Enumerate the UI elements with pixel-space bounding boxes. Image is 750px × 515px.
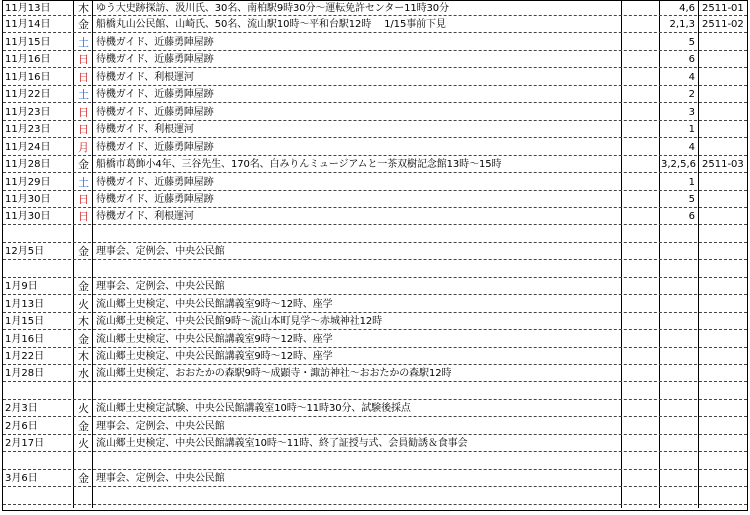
weekday-cell: 火 xyxy=(78,437,89,451)
date-cell: 1月13日 xyxy=(5,298,45,310)
date-cell: 12月5日 xyxy=(5,246,45,258)
event-code-cell xyxy=(700,140,747,156)
notes-cell xyxy=(623,349,659,365)
table-row xyxy=(3,52,747,68)
date-cell: 11月14日 xyxy=(5,19,51,31)
event-code-cell xyxy=(700,366,747,382)
notes-cell xyxy=(623,35,659,51)
date-cell: 1月22日 xyxy=(5,351,45,362)
event-code-cell xyxy=(700,209,747,225)
schedule-table xyxy=(2,0,748,511)
date-cell: 1月28日 xyxy=(5,368,45,380)
table-row xyxy=(3,157,747,173)
notes-cell xyxy=(623,227,659,243)
date-cell: 11月23日 xyxy=(5,124,51,136)
weekday-cell: 金 xyxy=(78,18,89,32)
group-numbers-cell xyxy=(661,384,697,400)
event-description-cell: 待機ガイド、近藤勇陣屋跡 xyxy=(96,106,214,118)
event-code-cell: 2511-03 xyxy=(702,159,744,171)
event-description-cell: 流山郷土史検定、中央公民館講義室10時～11時、終了証授与式、会員勧誘＆食事会 xyxy=(96,438,468,450)
notes-cell xyxy=(623,314,659,330)
event-code-cell xyxy=(700,471,747,487)
group-numbers-cell xyxy=(661,489,697,505)
weekday-cell: 土 xyxy=(78,35,89,49)
table-row xyxy=(3,297,747,313)
group-numbers-cell xyxy=(661,279,697,295)
event-description-cell: 理事会、定例会、中央公民館 xyxy=(96,473,225,485)
group-numbers-cell: 1 xyxy=(688,176,695,188)
event-description-cell: 待機ガイド、近藤勇陣屋跡 xyxy=(96,54,214,66)
weekday-cell: 月 xyxy=(78,140,89,154)
notes-cell xyxy=(623,366,659,382)
group-numbers-cell xyxy=(661,349,697,365)
event-code-cell xyxy=(700,175,747,191)
weekday-cell: 金 xyxy=(78,332,89,346)
event-description-cell: ゆう大史跡探訪、汲川氏、30名、南柏駅9時30分～運転免許センター11時30分 xyxy=(96,3,449,14)
notes-cell xyxy=(623,17,659,33)
table-row xyxy=(3,175,747,191)
table-row xyxy=(3,419,747,435)
date-cell: 11月30日 xyxy=(5,211,51,223)
table-row xyxy=(3,70,747,86)
weekday-cell: 日 xyxy=(78,210,89,224)
weekday-cell: 火 xyxy=(78,402,89,416)
event-code-cell xyxy=(700,244,747,260)
date-cell: 2月6日 xyxy=(5,420,38,432)
event-code-cell xyxy=(700,279,747,295)
event-code-cell xyxy=(700,419,747,435)
event-code-cell xyxy=(700,70,747,86)
event-code-cell xyxy=(700,227,747,243)
table-row xyxy=(3,192,747,208)
date-cell xyxy=(3,384,73,400)
notes-cell xyxy=(623,157,659,173)
notes-cell xyxy=(623,454,659,470)
weekday-cell xyxy=(75,262,92,278)
date-cell: 2月3日 xyxy=(5,403,38,415)
date-cell xyxy=(3,454,73,470)
event-code-cell xyxy=(700,35,747,51)
weekday-cell: 日 xyxy=(78,53,89,67)
event-code-cell xyxy=(700,384,747,400)
group-numbers-cell: 4 xyxy=(688,71,695,83)
weekday-cell: 木 xyxy=(78,315,89,329)
event-description-cell: 待機ガイド、近藤勇陣屋跡 xyxy=(96,193,214,205)
event-description-cell: 流山郷土史検定、おおたかの森駅9時～成顕寺・諏訪神社～おおたかの森駅12時 xyxy=(96,368,452,380)
date-cell: 2月17日 xyxy=(5,438,45,450)
group-numbers-cell xyxy=(661,419,697,435)
weekday-cell: 火 xyxy=(78,297,89,311)
weekday-cell: 木 xyxy=(78,2,89,15)
event-description-cell: 理事会、定例会、中央公民館 xyxy=(96,281,225,293)
table-row xyxy=(3,105,747,121)
event-code-cell xyxy=(700,122,747,138)
weekday-cell: 土 xyxy=(78,175,89,189)
group-numbers-cell xyxy=(661,366,697,382)
event-description-cell: 流山郷土史検定、中央公民館9時～流山本町見学～赤城神社12時 xyxy=(96,316,383,328)
notes-cell xyxy=(623,52,659,68)
notes-cell xyxy=(623,122,659,138)
table-row xyxy=(3,209,747,225)
group-numbers-cell xyxy=(661,314,697,330)
group-numbers-cell xyxy=(661,471,697,487)
date-cell: 11月16日 xyxy=(5,54,51,66)
date-cell: 11月22日 xyxy=(5,89,51,101)
event-description-cell: 理事会、定例会、中央公民館 xyxy=(96,246,225,258)
group-numbers-cell: 2 xyxy=(688,89,695,101)
event-description-cell xyxy=(94,262,621,278)
notes-cell xyxy=(623,384,659,400)
weekday-cell: 日 xyxy=(78,105,89,119)
weekday-cell: 木 xyxy=(78,350,89,363)
table-row xyxy=(3,122,747,138)
notes-cell xyxy=(623,489,659,505)
date-cell: 1月9日 xyxy=(5,281,38,293)
group-numbers-cell xyxy=(661,454,697,470)
group-numbers-cell: 2,1,3 xyxy=(669,19,695,31)
date-cell: 11月28日 xyxy=(5,159,51,171)
table-row xyxy=(3,332,747,348)
event-description-cell: 船橋市葛飾小4年、三谷先生、170名、白みりんミュージアムと一茶双樹記念館13時～15時 xyxy=(96,159,502,171)
group-numbers-cell xyxy=(661,262,697,278)
notes-cell xyxy=(623,297,659,313)
weekday-cell: 金 xyxy=(78,245,89,259)
date-cell: 3月6日 xyxy=(5,473,38,485)
weekday-cell xyxy=(75,489,92,505)
event-description-cell: 流山郷土史検定、中央公民館講義室9時～12時、座学 xyxy=(96,333,333,345)
notes-cell xyxy=(623,87,659,103)
table-row xyxy=(3,227,747,243)
weekday-cell xyxy=(75,454,92,470)
event-description-cell xyxy=(94,384,621,400)
group-numbers-cell xyxy=(661,297,697,313)
weekday-cell: 日 xyxy=(78,192,89,206)
event-code-cell xyxy=(700,297,747,313)
notes-cell xyxy=(623,140,659,156)
group-numbers-cell: 6 xyxy=(688,211,695,223)
date-cell: 11月24日 xyxy=(5,141,51,153)
event-code-cell xyxy=(700,105,747,121)
event-description-cell: 流山郷土史検定試験、中央公民館講義室10時～11時30分、試験後採点 xyxy=(96,403,411,415)
event-description-cell xyxy=(94,454,621,470)
group-numbers-cell xyxy=(661,244,697,260)
notes-cell xyxy=(623,105,659,121)
event-code-cell xyxy=(700,332,747,348)
weekday-cell xyxy=(75,384,92,400)
event-description-cell: 待機ガイド、近藤勇陣屋跡 xyxy=(96,36,214,48)
event-description-cell: 流山郷土史検定、中央公民館講義室9時～12時、座学 xyxy=(96,351,333,362)
date-cell: 11月15日 xyxy=(5,36,51,48)
group-numbers-cell: 6 xyxy=(688,54,695,66)
table-row xyxy=(3,401,747,417)
event-description-cell: 流山郷土史検定、中央公民館講義室9時～12時、座学 xyxy=(96,298,333,310)
notes-cell xyxy=(623,175,659,191)
date-cell xyxy=(3,262,73,278)
table-row xyxy=(3,244,747,260)
event-code-cell: 2511-02 xyxy=(702,19,744,31)
date-cell: 11月16日 xyxy=(5,71,51,83)
table-row xyxy=(3,314,747,330)
group-numbers-cell: 5 xyxy=(688,36,695,48)
weekday-cell: 金 xyxy=(78,280,89,294)
event-description-cell: 待機ガイド、利根運河 xyxy=(96,71,194,83)
notes-cell xyxy=(623,419,659,435)
table-row xyxy=(3,489,747,505)
notes-cell xyxy=(623,192,659,208)
date-cell xyxy=(3,227,73,243)
event-description-cell: 待機ガイド、近藤勇陣屋跡 xyxy=(96,176,214,188)
notes-cell xyxy=(623,332,659,348)
event-code-cell xyxy=(700,489,747,505)
group-numbers-cell xyxy=(661,227,697,243)
table-row xyxy=(3,349,747,365)
table-row xyxy=(3,17,747,33)
weekday-cell: 金 xyxy=(78,158,89,172)
event-description-cell: 待機ガイド、近藤勇陣屋跡 xyxy=(96,141,214,153)
event-code-cell xyxy=(700,87,747,103)
notes-cell xyxy=(623,209,659,225)
date-cell: 11月13日 xyxy=(5,3,51,14)
notes-cell xyxy=(623,401,659,417)
notes-cell xyxy=(623,70,659,86)
event-description-cell: 待機ガイド、利根運河 xyxy=(96,211,194,223)
event-code-cell xyxy=(700,349,747,365)
event-code-cell xyxy=(700,314,747,330)
weekday-cell xyxy=(75,227,92,243)
event-code-cell xyxy=(700,192,747,208)
weekday-cell: 金 xyxy=(78,472,89,486)
group-numbers-cell: 4 xyxy=(688,141,695,153)
group-numbers-cell: 1 xyxy=(688,124,695,136)
group-numbers-cell: 5 xyxy=(688,193,695,205)
table-row xyxy=(3,279,747,295)
table-row xyxy=(3,471,747,487)
event-code-cell: 2511-01 xyxy=(702,3,744,14)
event-code-cell xyxy=(700,52,747,68)
event-code-cell xyxy=(700,262,747,278)
weekday-cell: 日 xyxy=(78,123,89,137)
table-row xyxy=(3,140,747,156)
notes-cell xyxy=(623,471,659,487)
table-row xyxy=(3,454,747,470)
date-cell: 11月29日 xyxy=(5,176,51,188)
event-description-cell xyxy=(94,227,621,243)
notes-cell xyxy=(623,1,659,17)
date-cell: 11月23日 xyxy=(5,106,51,118)
weekday-cell: 土 xyxy=(78,88,89,102)
event-description-cell: 理事会、定例会、中央公民館 xyxy=(96,420,225,432)
group-numbers-cell: 4,6 xyxy=(679,3,695,14)
date-cell: 1月16日 xyxy=(5,333,45,345)
weekday-cell: 水 xyxy=(78,367,89,381)
group-numbers-cell xyxy=(661,436,697,452)
table-row xyxy=(3,436,747,452)
table-row xyxy=(3,366,747,382)
event-code-cell xyxy=(700,401,747,417)
group-numbers-cell: 3 xyxy=(688,106,695,118)
date-cell xyxy=(3,489,73,505)
date-cell: 11月30日 xyxy=(5,193,51,205)
notes-cell xyxy=(623,244,659,260)
group-numbers-cell xyxy=(661,332,697,348)
table-row xyxy=(3,87,747,103)
table-row xyxy=(3,35,747,51)
group-numbers-cell: 3,2,5,6 xyxy=(661,159,696,171)
event-code-cell xyxy=(700,436,747,452)
notes-cell xyxy=(623,279,659,295)
event-description-cell: 待機ガイド、利根運河 xyxy=(96,124,194,136)
notes-cell xyxy=(623,436,659,452)
weekday-cell: 金 xyxy=(78,419,89,433)
table-row xyxy=(3,384,747,400)
date-cell: 1月15日 xyxy=(5,316,45,328)
notes-cell xyxy=(623,262,659,278)
group-numbers-cell xyxy=(661,401,697,417)
weekday-cell: 日 xyxy=(78,70,89,84)
event-description-cell: 船橋丸山公民館、山崎氏、50名、流山駅10時～平和台駅12時 1/15事前下見 xyxy=(96,19,446,31)
table-row xyxy=(3,0,747,16)
event-description-cell xyxy=(94,489,621,505)
event-code-cell xyxy=(700,454,747,470)
event-description-cell: 待機ガイド、近藤勇陣屋跡 xyxy=(96,89,214,101)
table-row xyxy=(3,262,747,278)
